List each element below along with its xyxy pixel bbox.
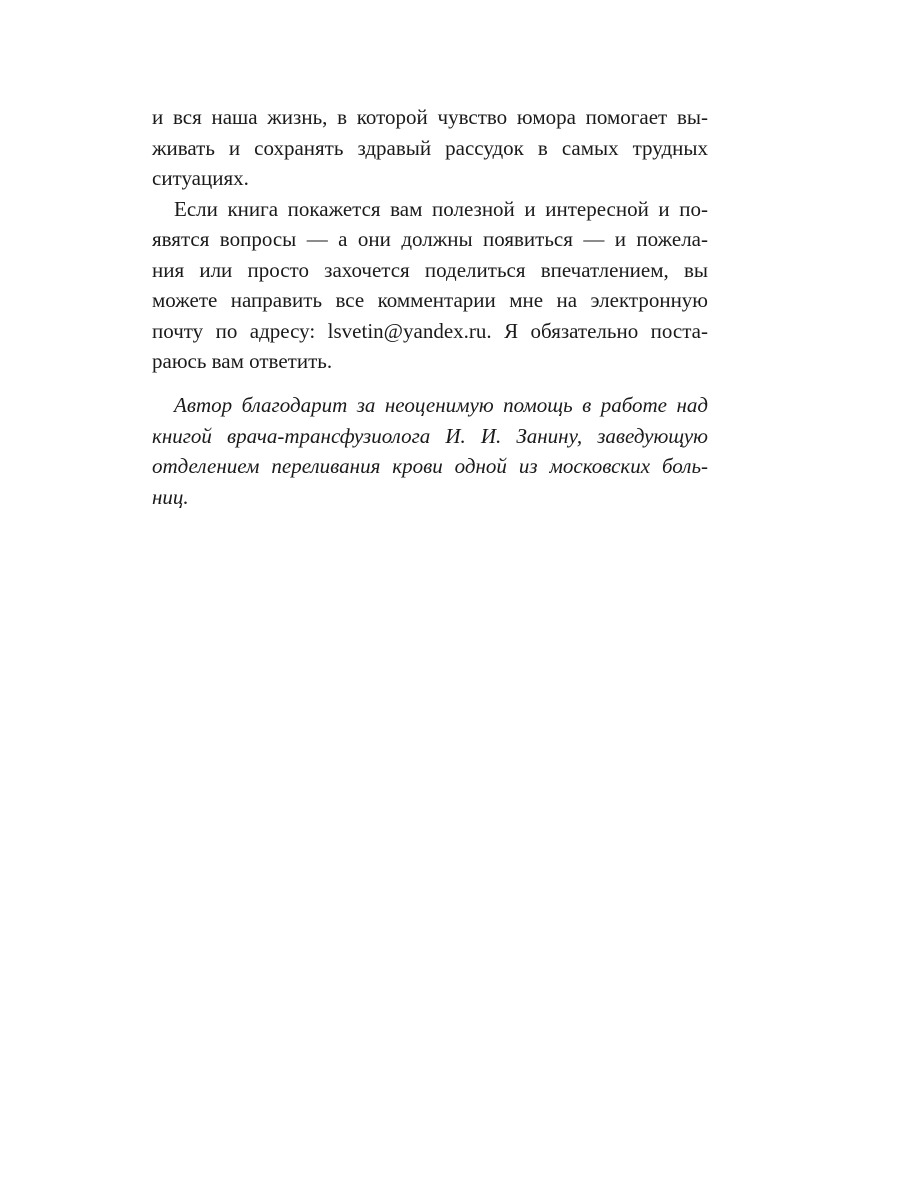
text-line: Если книга покажется вам полезной и интересной и по-: [174, 196, 708, 221]
acknowledgment-line: книгой врача-трансфузиолога И. И. Занину, заведующую: [152, 423, 708, 448]
paragraph-feedback: [152, 194, 708, 377]
acknowledgment-line: отделением переливания крови одной из московских боль-: [152, 454, 708, 478]
text-line: живать и сохранять здравый рассудок в самых трудных: [152, 135, 708, 160]
text-line: раюсь вам ответить.: [152, 349, 333, 373]
text-line: почту по адресу: lsvetin@yandex.ru. Я обязательно поста-: [152, 318, 708, 343]
acknowledgment: [152, 390, 708, 512]
text-line: и вся наша жизнь, в которой чувство юмора помогает вы-: [152, 105, 708, 129]
text-line: ния или просто захочется поделиться впечатлением, вы: [152, 257, 708, 282]
text-line: явятся вопросы — а они должны появиться — и пожела-: [152, 227, 708, 251]
text-line: можете направить все комментарии мне на электронную: [152, 288, 708, 312]
text-line: ситуациях.: [152, 166, 249, 190]
acknowledgment-line: ниц.: [152, 484, 189, 509]
acknowledgment-line: Автор благодарит за неоценимую помощь в работе над: [174, 393, 708, 417]
paragraph-continuation: [152, 102, 708, 194]
main-text: [152, 102, 708, 377]
